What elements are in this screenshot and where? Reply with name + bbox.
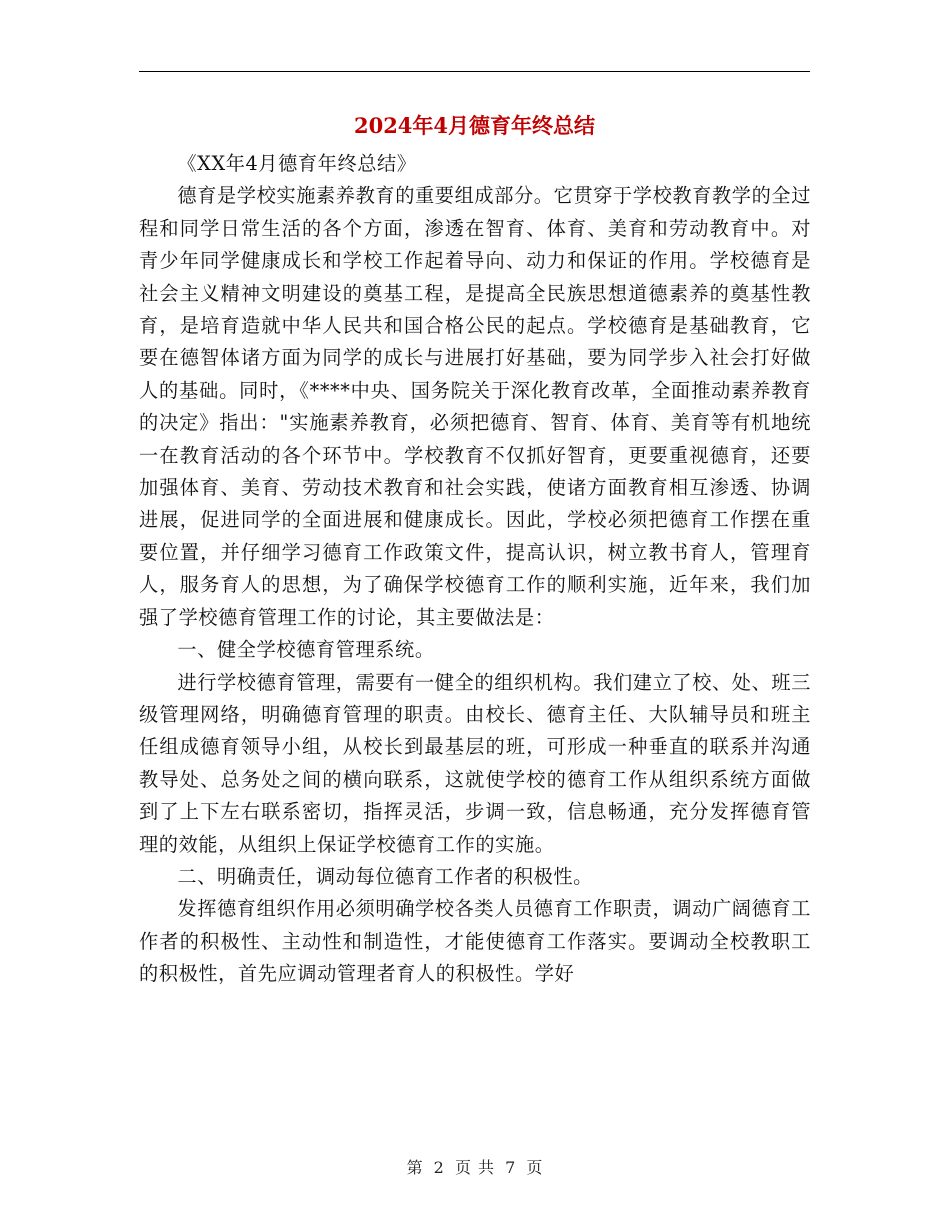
- page-total: 7: [505, 1158, 517, 1177]
- paragraph: 《XX年4月德育年终总结》: [177, 152, 417, 175]
- paragraph: 德育是学校实施素养教育的重要组成部分。它贯穿于学校教育教学的全过程和同学日常生活的各个方面，渗透在智育、体育、美育和劳动教育中。对青少年同学健康成长和学校工作起着导向、动力和保证的作用。学校德育是社会主义精神文明建设的奠基工程，是提高全民族思想道德素养的奠基性教育，是培育造就中华人民共和国合格公民的起点。学校德育是基础教育，它要在德智体诸方面为同学的成长与进展打好基础，要为同学步入社会打好做人的基础。同时，《****中央、国务院关于深化教育改革，全面推动素养教育的决定》指出："实施素养教育，必须把德育、智育、体育、美育等有机地统一在教育活动的各个环节中。学校教育不仅抓好智育，更要重视德育，还要加强体育、美育、劳动技术教育和社会实践，使诸方面教育相互渗透、协调进展，促进同学的全面进展和健康成长。因此，学校必须把德育工作摆在重要位置，并仔细学习德育工作政策文件，提高认识，树立教书育人，管理育人，服务育人的思想，为了确保学校德育工作的顺利实施，近年来，我们加强了学校德育管理工作的讨论，其主要做法是：: [139, 184, 811, 629]
- page-current: 2: [433, 1158, 445, 1177]
- page-prefix: 第: [406, 1158, 424, 1177]
- page-suffix: 页: [526, 1158, 544, 1177]
- document-body: [139, 148, 811, 991]
- header-rule: [139, 71, 810, 72]
- paragraph: 进行学校德育管理，需要有一健全的组织机构。我们建立了校、处、班三级管理网络，明确德育管理的职责。由校长、德育主任、大队辅导员和班主任组成德育领导小组，从校长到最基层的班，可形成一种垂直的联系并沟通教导处、总务处之间的横向联系，这就使学校的德育工作从组织系统方面做到了上下左右联系密切，指挥灵活，步调一致，信息畅通，充分发挥德育管理的效能，从组织上保证学校德育工作的实施。: [139, 670, 811, 856]
- paragraph: 发挥德育组织作用必须明确学校各类人员德育工作职责，调动广阔德育工作者的积极性、主动性和制造性，才能使德育工作落实。要调动全校教职工的积极性，首先应调动管理者育人的积极性。学好: [139, 897, 811, 986]
- page-footer: [0, 1155, 950, 1178]
- page-mid: 页 共: [454, 1158, 496, 1177]
- section-heading: 二、明确责任，调动每位德育工作者的积极性。: [177, 864, 593, 888]
- document-title: 2024年4月德育年终总结: [353, 113, 596, 138]
- section-heading: 一、健全学校德育管理系统。: [177, 638, 435, 662]
